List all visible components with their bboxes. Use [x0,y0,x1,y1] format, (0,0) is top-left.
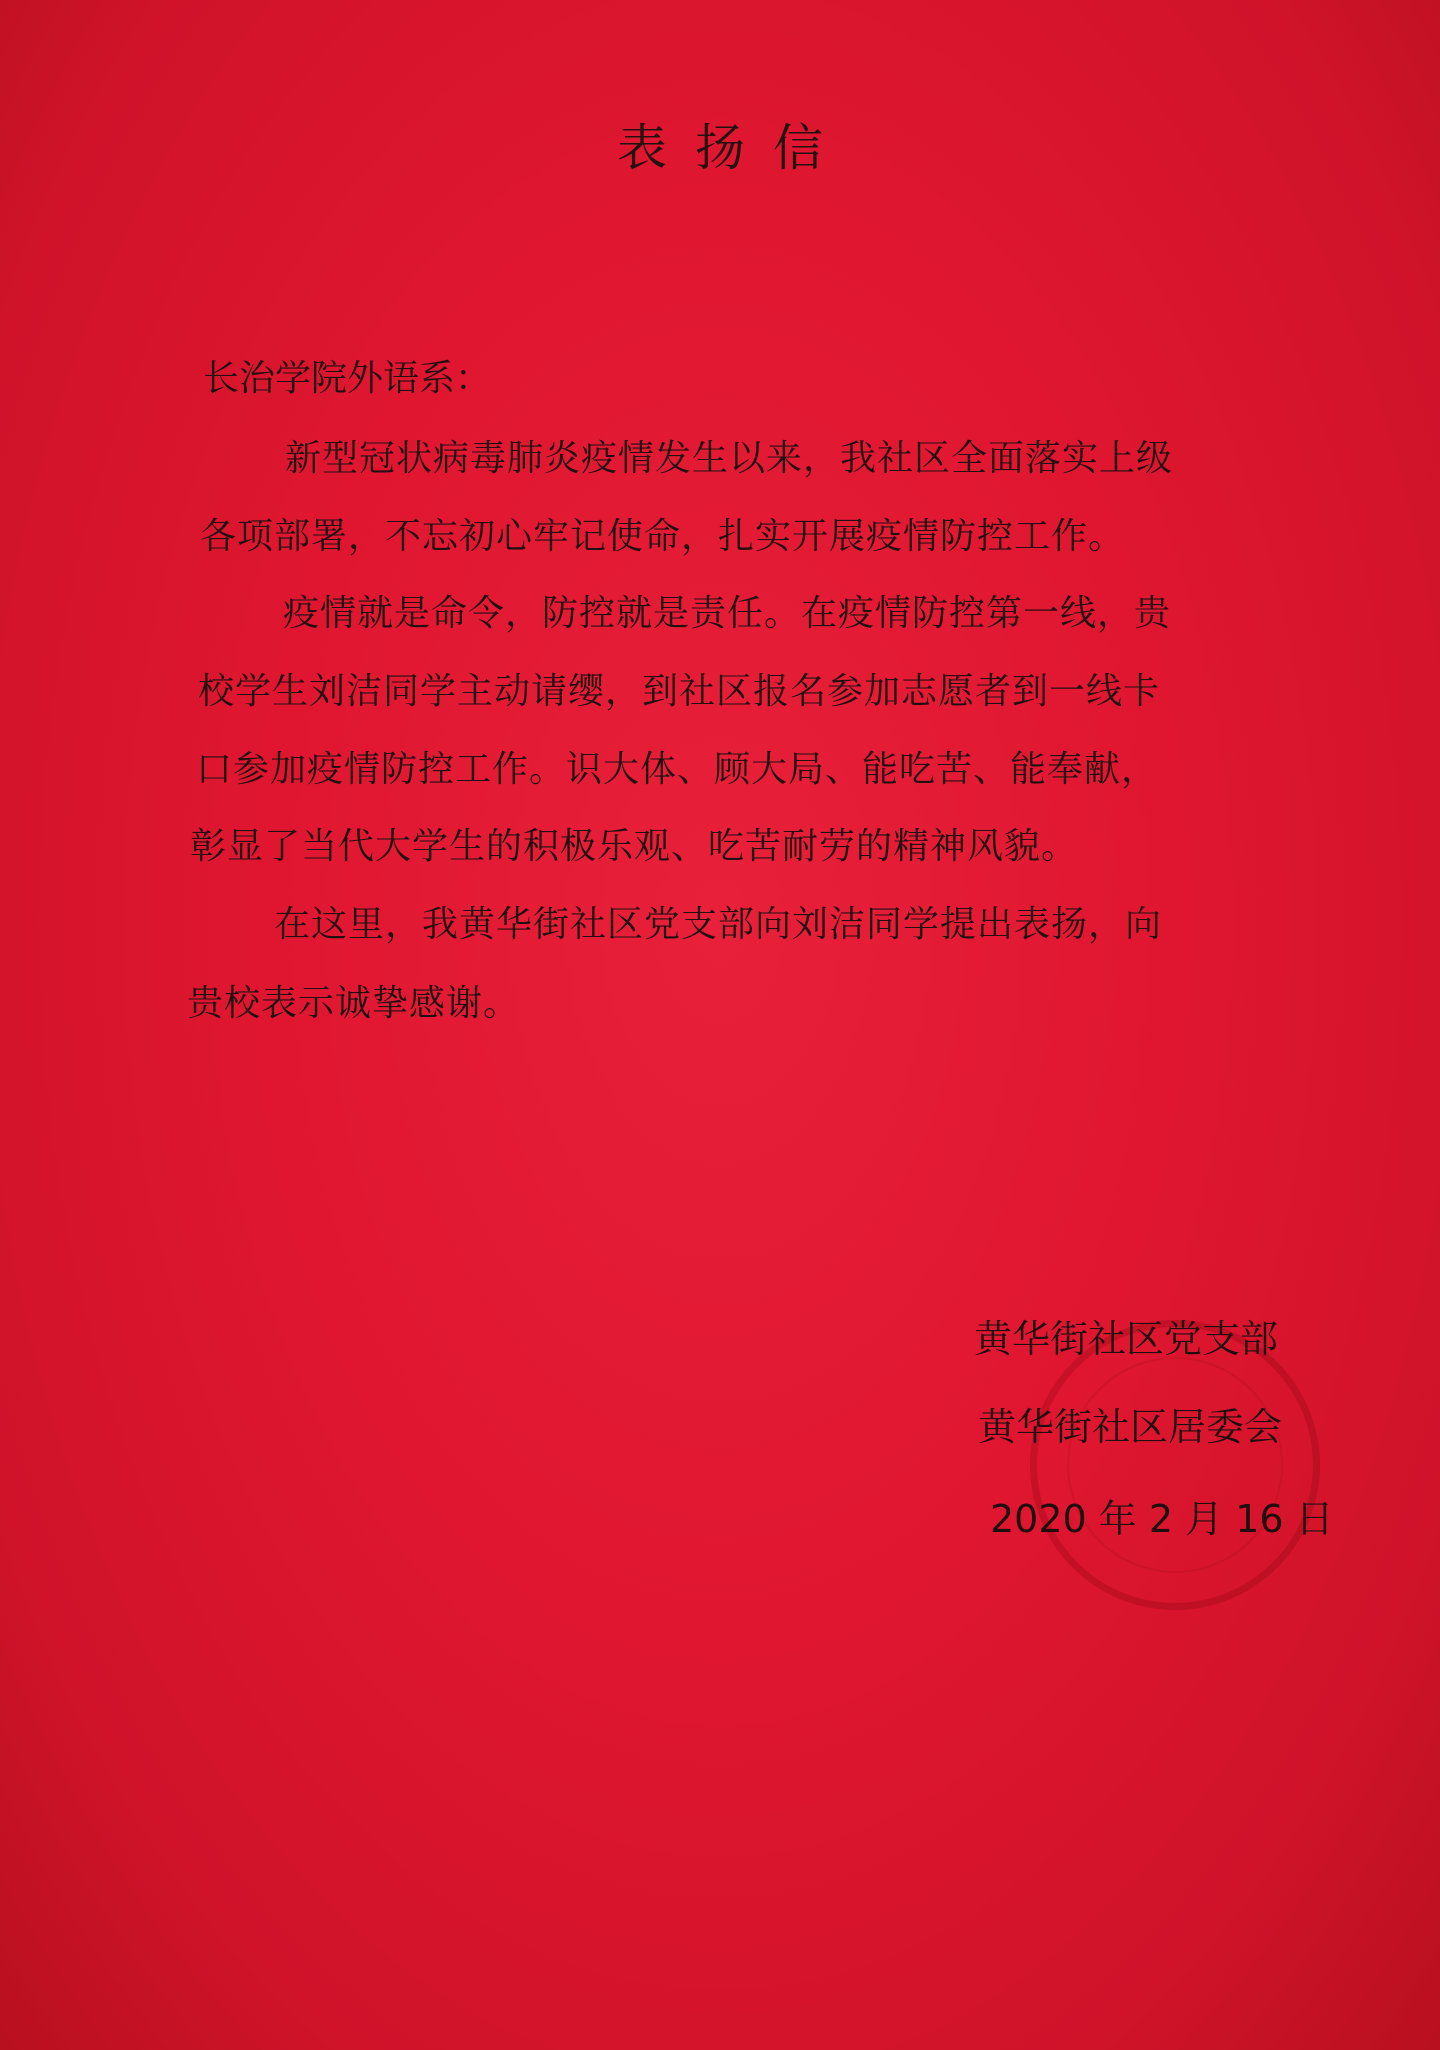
body-line: 新型冠状病毒肺炎疫情发生以来，我社区全面落实上级 [285,438,1174,479]
body-line: 校学生刘洁同学主动请缨，到社区报名参加志愿者到一线卡 [198,671,1161,712]
body-line: 各项部署，不忘初心牢记使命，扎实开展疫情防控工作。 [200,516,1126,557]
signature-date: 2020 年 2 月 16 日 [990,1497,1334,1541]
signature-org-residents-committee: 黄华街社区居委会 [978,1405,1283,1449]
body-line: 口参加疫情防控工作。识大体、顾大局、能吃苦、能奉献， [196,749,1159,790]
letter-title: 表扬信 [617,119,851,177]
body-line: 贵校表示诚挚感谢。 [187,983,521,1024]
signature-org-party-branch: 黄华街社区党支部 [974,1317,1279,1361]
body-line: 疫情就是命令，防控就是责任。在疫情防控第一线，贵 [283,593,1172,634]
seal-stamp [1030,1320,1320,1610]
salutation: 长治学院外语系： [203,358,492,399]
body-line: 在这里，我黄华街社区党支部向刘洁同学提出表扬，向 [274,904,1163,945]
body-line: 彰显了当代大学生的积极乐观、吃苦耐劳的精神风貌。 [190,826,1079,867]
